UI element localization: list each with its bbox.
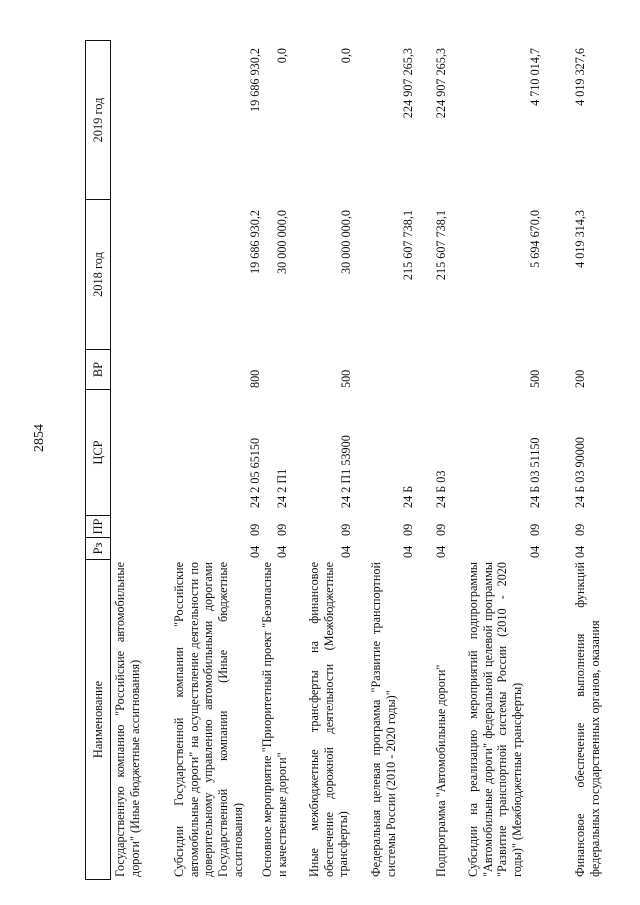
- table-row: [573, 40, 607, 880]
- row-2019: 19 686 930,2: [248, 48, 262, 112]
- row-rz: 04: [401, 545, 415, 558]
- row-rz: 04: [339, 545, 353, 558]
- table-row: [434, 40, 454, 880]
- row-pr: 09: [528, 523, 542, 536]
- row-pr: 09: [401, 523, 415, 536]
- row-csr: 24 Б: [401, 485, 415, 508]
- row-2018: 30 000 000,0: [275, 210, 289, 274]
- row-rz: 04: [434, 545, 448, 558]
- row-csr: 24 Б 03 90000: [573, 437, 587, 508]
- header-2018: 2018 год: [86, 200, 110, 350]
- row-name: Иные межбюджетные трансферты на финансовое обеспечение дорожной деятельности (Межбюджетные трансферты): [307, 562, 351, 877]
- budget-table: [85, 40, 607, 880]
- row-vr: 500: [528, 369, 542, 388]
- row-2018: 215 607 738,1: [434, 210, 448, 281]
- row-2018: 4 019 314,3: [573, 210, 587, 268]
- row-name: Федеральная целевая программа "Развитие транспортной системы России (2010 - 2020 годы)": [369, 562, 398, 877]
- row-rz: 04: [275, 545, 289, 558]
- row-csr: 24 2 П1 53900: [339, 435, 353, 508]
- row-rz: 04: [528, 545, 542, 558]
- row-2019: 4 710 014,7: [528, 48, 542, 106]
- row-pr: 09: [275, 523, 289, 536]
- row-2019: 224 907 265,3: [434, 48, 448, 119]
- row-2018: 5 694 670,0: [528, 210, 542, 268]
- row-name: Подпрограмма "Автомобильные дороги": [434, 664, 448, 877]
- row-name: Субсидии Государственной компании "Российские автомобильные дороги" на осуществление деятельности по доверительному управлению автомобильными дорогами Государственной компании (Иные бюджетные ассигнования): [172, 562, 245, 877]
- header-rz: Рз: [86, 538, 110, 560]
- row-2018: 30 000 000,0: [339, 210, 353, 274]
- table-row: [369, 40, 429, 880]
- table-row: [466, 40, 556, 880]
- row-csr: 24 2 П1: [275, 468, 289, 508]
- row-vr: 500: [339, 369, 353, 388]
- table-row: [260, 40, 304, 880]
- row-2018: 19 686 930,2: [248, 210, 262, 274]
- row-csr: 24 Б 03: [434, 470, 448, 508]
- row-vr: 200: [573, 369, 587, 388]
- row-csr: 24 Б 03 51150: [528, 437, 542, 508]
- row-pr: 09: [248, 523, 262, 536]
- row-name: Субсидии на реализацию мероприятий подпрограммы "Автомобильные дороги" федеральной целевой программы "Развитие транспортной системы России (2010 - 2020 годы)" (Межбюджетные трансферты): [466, 562, 524, 877]
- header-csr: ЦСР: [86, 390, 110, 516]
- row-2019: 0,0: [339, 48, 353, 64]
- row-rz: 04: [248, 545, 262, 558]
- row-name: Основное мероприятие "Приоритетный проект "Безопасные и качественные дороги": [260, 562, 289, 877]
- row-pr: 09: [339, 523, 353, 536]
- row-rz: 04: [573, 545, 587, 558]
- header-pr: ПР: [86, 516, 110, 538]
- row-name: Финансовое обеспечение выполнения функций федеральных государственных органов, оказания: [573, 562, 602, 877]
- table-header-row: [85, 40, 111, 880]
- row-2018: 215 607 738,1: [401, 210, 415, 281]
- row-vr: 800: [248, 369, 262, 388]
- table-row: [113, 40, 173, 880]
- header-vr: ВР: [86, 350, 110, 390]
- row-2019: 0,0: [275, 48, 289, 64]
- row-name: Государственную компанию "Российские автомобильные дороги" (Иные бюджетные ассигнования): [113, 562, 142, 877]
- row-2019: 224 907 265,3: [401, 48, 415, 119]
- page-number: 2854: [32, 424, 47, 452]
- header-2019: 2019 год: [86, 40, 110, 200]
- row-pr: 09: [434, 523, 448, 536]
- table-row: [307, 40, 367, 880]
- header-name: Наименование: [86, 560, 110, 880]
- row-2019: 4 019 327,6: [573, 48, 587, 106]
- row-csr: 24 2 05 65150: [248, 437, 262, 508]
- row-pr: 09: [573, 523, 587, 536]
